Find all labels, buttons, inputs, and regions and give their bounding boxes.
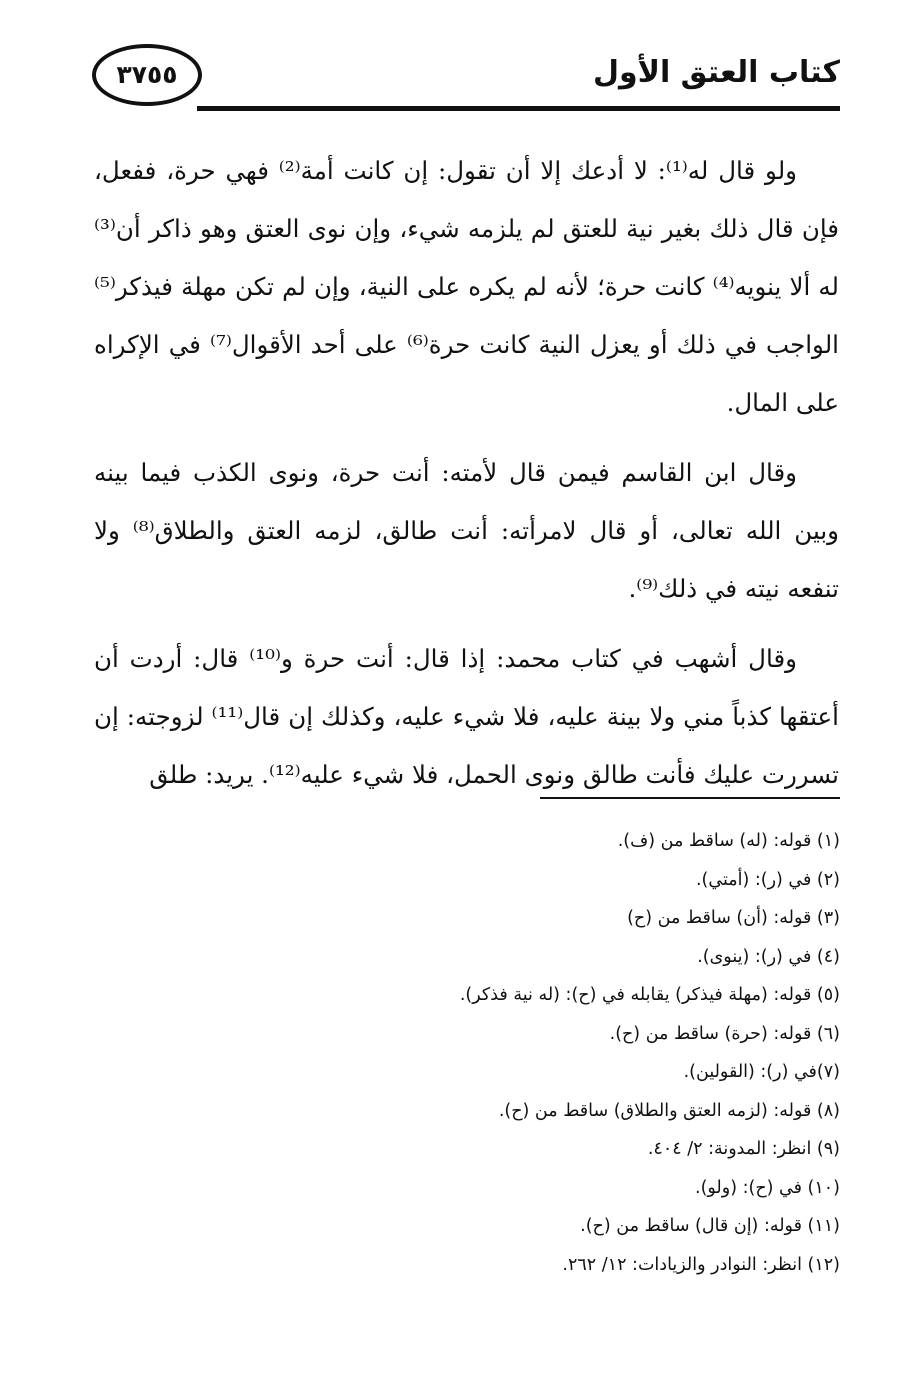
paragraph-1: ولو قال له⁽¹⁾: لا أدعك إلا أن تقول: إن كانت أمة⁽²⁾ فهي حرة، ففعل، فإن قال ذلك بغير نية للعتق لم يلزمه شيء، وإن نوى العتق وهو ذاكر أن⁽³⁾ له ألا ينويه⁽⁴⁾ كانت حرة؛ لأنه لم يكره على النية، وإن لم تكن مهلة فيذكر⁽⁵⁾ الواجب في ذلك أو يعزل النية كانت حرة⁽⁶⁾ على أحد الأقوال⁽⁷⁾ في الإكراه على المال.	[94, 156, 840, 417]
footnote-7: (٧)في (ر): (القولين).	[683, 1062, 840, 1082]
footnote-5: (٥) قوله: (مهلة فيذكر) يقابله في (ح): (له نية فذكر).	[459, 985, 840, 1005]
footnote-4: (٤) في (ر): (ينوى).	[697, 946, 840, 967]
footnote-2: (٢) في (ر): (أمتي).	[695, 869, 840, 890]
footnote-9: (٩) انظر: المدونة: ٢/ ٤٠٤.	[647, 1139, 840, 1159]
book-title: كتاب العتق الأول	[592, 55, 840, 90]
footnotes-list	[140, 822, 840, 1284]
page-header	[92, 40, 840, 120]
footnote-8: (٨) قوله: (لزمه العتق والطلاق) ساقط من (ح).	[498, 1100, 840, 1121]
footnote-separator	[540, 797, 840, 799]
paragraph-2: وقال ابن القاسم فيمن قال لأمته: أنت حرة، ونوى الكذب فيما بينه وبين الله تعالى، أو قال لامرأته: أنت طالق، لزمه العتق والطلاق⁽⁸⁾ ولا تنفعه نيته في ذلك⁽⁹⁾.	[94, 458, 840, 603]
footnote-6: (٦) قوله: (حرة) ساقط من (ح).	[609, 1023, 840, 1044]
main-text	[94, 142, 839, 804]
footnote-3: (٣) قوله: (أن) ساقط من (ح)	[627, 908, 840, 928]
footnote-10: (١٠) في (ح): (ولو).	[695, 1177, 840, 1198]
paragraph-3: وقال أشهب في كتاب محمد: إذا قال: أنت حرة و⁽¹⁰⁾ قال: أردت أن أعتقها كذباً مني ولا بينة عليه، فلا شيء عليه، وكذلك إن قال⁽¹¹⁾ لزوجته: إن تسررت عليك فأنت طالق ونوى الحمل، فلا شيء عليه⁽¹²⁾. يريد: طلق	[94, 644, 839, 789]
header-rule	[197, 106, 840, 111]
page-number: ٣٧٥٥	[116, 60, 178, 89]
footnote-1: (١) قوله: (له) ساقط من (ف).	[617, 831, 840, 851]
footnote-12: (١٢) انظر: النوادر والزيادات: ١٢/ ٢٦٢.	[562, 1254, 840, 1275]
footnote-11: (١١) قوله: (إن قال) ساقط من (ح).	[580, 1216, 840, 1236]
page-number-badge	[92, 44, 202, 106]
